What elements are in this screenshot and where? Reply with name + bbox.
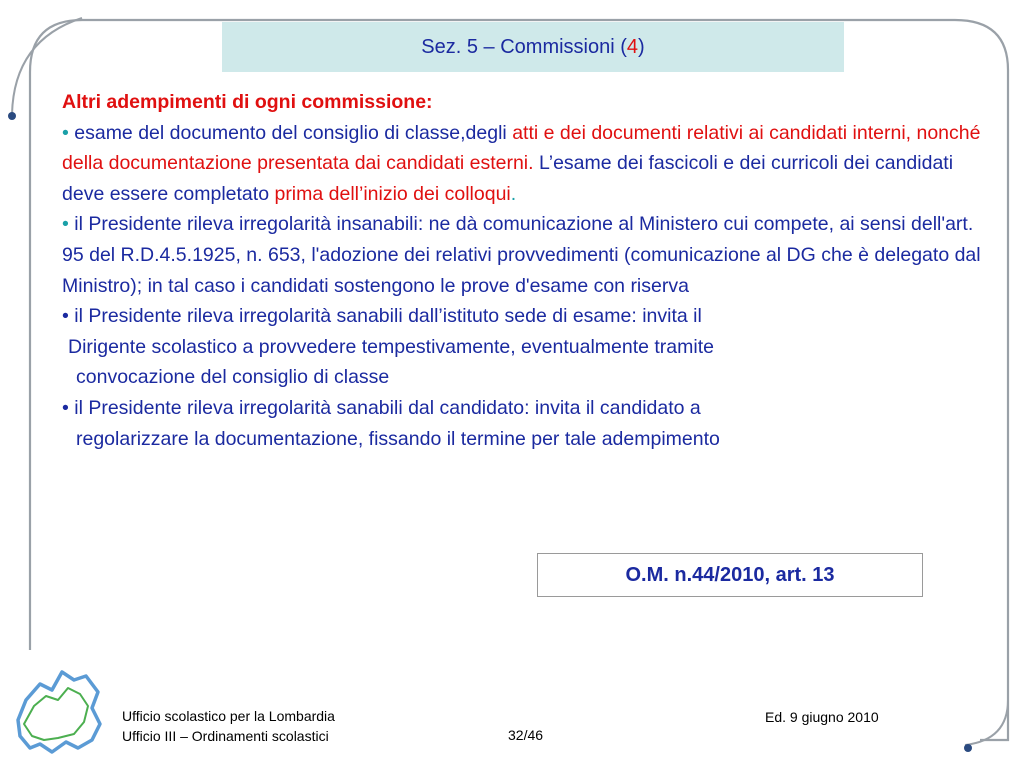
frame-dot-left [8, 112, 16, 120]
bullet-1-text-c: L’esame dei fascicoli e dei curricoli dei candidati deve essere completato [62, 152, 954, 205]
bullet-3-line-2: Dirigente scolastico a provvedere tempestivamente, eventualmente tramite [68, 335, 714, 358]
bullet-3-line-3: convocazione del consiglio di classe [76, 366, 390, 389]
slide-body [62, 87, 982, 454]
lombardy-map-icon [18, 672, 100, 752]
footer-office [122, 706, 335, 746]
bullet-1-text-d: prima dell’inizio dei colloqui [274, 182, 511, 205]
bullet-3-line-1: • il Presidente rileva irregolarità sanabili dall’istituto sede di esame: invita il [62, 305, 702, 328]
frame-dot-right [964, 744, 972, 752]
page-number: 32/46 [508, 727, 544, 743]
reference-box: O.M. n.44/2010, art. 13 [537, 553, 923, 597]
bullet-1-text-a: esame del documento del consiglio di classe,degli [74, 121, 507, 144]
title-number: 4 [626, 35, 639, 58]
title-text: Sez. 5 – Commissioni [421, 35, 615, 58]
title-paren-close: ) [638, 35, 645, 58]
bullet-icon: • [62, 213, 69, 236]
bullet-icon: • [62, 121, 69, 144]
bullet-4-line-1: • il Presidente rileva irregolarità sanabili dal candidato: invita il candidato a [62, 396, 701, 419]
edition-date: Ed. 9 giugno 2010 [765, 709, 879, 725]
footer-office-line-1: Ufficio scolastico per la Lombardia [122, 708, 335, 724]
title-paren-open: ( [620, 35, 627, 58]
bullet-1-text-e: . [510, 182, 517, 205]
bullet-1-text-b: atti e dei documenti relativi ai candidati interni, nonché della documentazione presentata dai candidati esterni. [62, 121, 981, 175]
bullet-1 [62, 118, 982, 210]
slide-title [222, 22, 844, 72]
section-heading: Altri adempimenti di ogni commissione: [62, 91, 433, 113]
bullet-2-text: il Presidente rileva irregolarità insanabili: ne dà comunicazione al Ministero cui compete, ai sensi dell'art. 95 del R.D.4.5.1925, n. 653, l'adozione dei relativi provvedimenti (comunicazione al DG che è delegato dal Ministro); in tal caso i candidati sostengono le prove d'esame con riserva [62, 213, 981, 297]
footer-office-line-2: Ufficio III – Ordinamenti scolastici [122, 728, 329, 744]
bullet-2 [62, 209, 982, 301]
bullet-4-line-2: regolarizzare la documentazione, fissando il termine per tale adempimento [76, 427, 720, 450]
